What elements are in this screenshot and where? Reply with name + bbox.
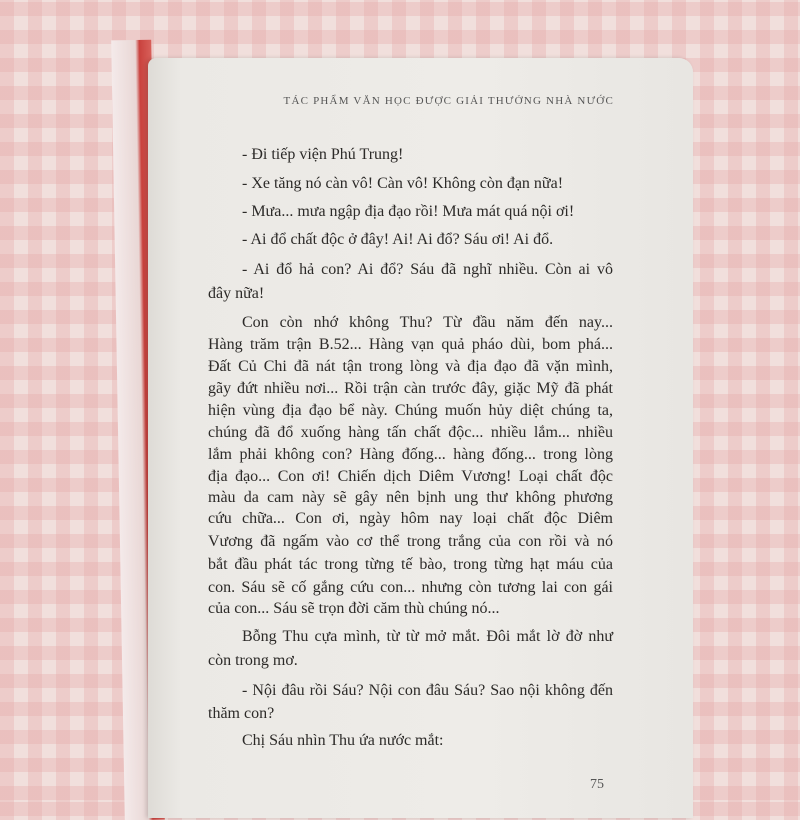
text-line: Vương đã ngấm vào cơ thể trong trắng của con rồi và nó	[208, 533, 613, 550]
text-line: Chị Sáu nhìn Thu ứa nước mắt:	[242, 732, 444, 749]
text-line: lắm phải không con? Hàng đống... hàng đống... trong lòng	[208, 446, 613, 463]
page-number: 75	[590, 777, 604, 792]
text-line: gãy đứt nhiều nơi... Rồi trận càn trước đây, giặc Mỹ đã phát	[208, 380, 613, 397]
text-line: thăm con?	[208, 705, 275, 722]
running-header: TÁC PHẨM VĂN HỌC ĐƯỢC GIẢI THƯỞNG NHÀ NƯỚC	[283, 95, 614, 107]
text-line: - Mưa... mưa ngập địa đạo rồi! Mưa mát quá nội ơi!	[242, 203, 575, 220]
text-line: hiện vùng địa đạo bể này. Chúng muốn hủy diệt chúng ta,	[208, 402, 613, 419]
text-line: còn trong mơ.	[208, 652, 298, 669]
text-line: Bỗng Thu cựa mình, từ từ mở mắt. Đôi mắt lờ đờ như	[242, 628, 613, 645]
text-line: - Nội đâu rồi Sáu? Nội con đâu Sáu? Sao nội không đến	[242, 682, 613, 699]
text-line: Hàng trăm trận B.52... Hàng vạn quả pháo dùi, bom phá...	[208, 336, 613, 353]
text-line: cứu chữa... Con ơi, ngày hôm nay loại chất độc Diêm	[208, 510, 613, 527]
text-line: bắt đầu phát tác trong từng tế bào, trong từng hạt máu của	[208, 556, 613, 573]
text-line: - Đi tiếp viện Phú Trung!	[242, 146, 404, 163]
text-line: địa đạo... Con ơi! Chiến dịch Diêm Vương! Loại chất độc	[208, 468, 613, 485]
text-line: của con... Sáu sẽ trọn đời căm thù chúng nó...	[208, 600, 500, 617]
text-line: chúng đã đổ xuống hàng tấn chất độc... nhiều lắm... nhiều	[208, 424, 613, 441]
text-line: màu da cam này sẽ gây nên bịnh ung thư không phương	[208, 489, 613, 506]
text-line: Đất Củ Chi đã nát tận trong lòng và địa đạo đã vặn mình,	[208, 358, 613, 375]
text-line: đây nữa!	[208, 285, 265, 302]
text-line: - Xe tăng nó càn vô! Càn vô! Không còn đạn nữa!	[242, 175, 564, 192]
text-line: - Ai đổ hả con? Ai đổ? Sáu đã nghĩ nhiều. Còn ai vô	[242, 261, 613, 278]
text-line: con. Sáu sẽ cố gắng cứu con... nhưng còn tương lai con gái	[208, 579, 613, 596]
text-line: - Ai đổ chất độc ở đây! Ai! Ai đổ? Sáu ơi! Ai đổ.	[242, 231, 554, 248]
text-line: Con còn nhớ không Thu? Từ đầu năm đến nay...	[242, 314, 613, 331]
